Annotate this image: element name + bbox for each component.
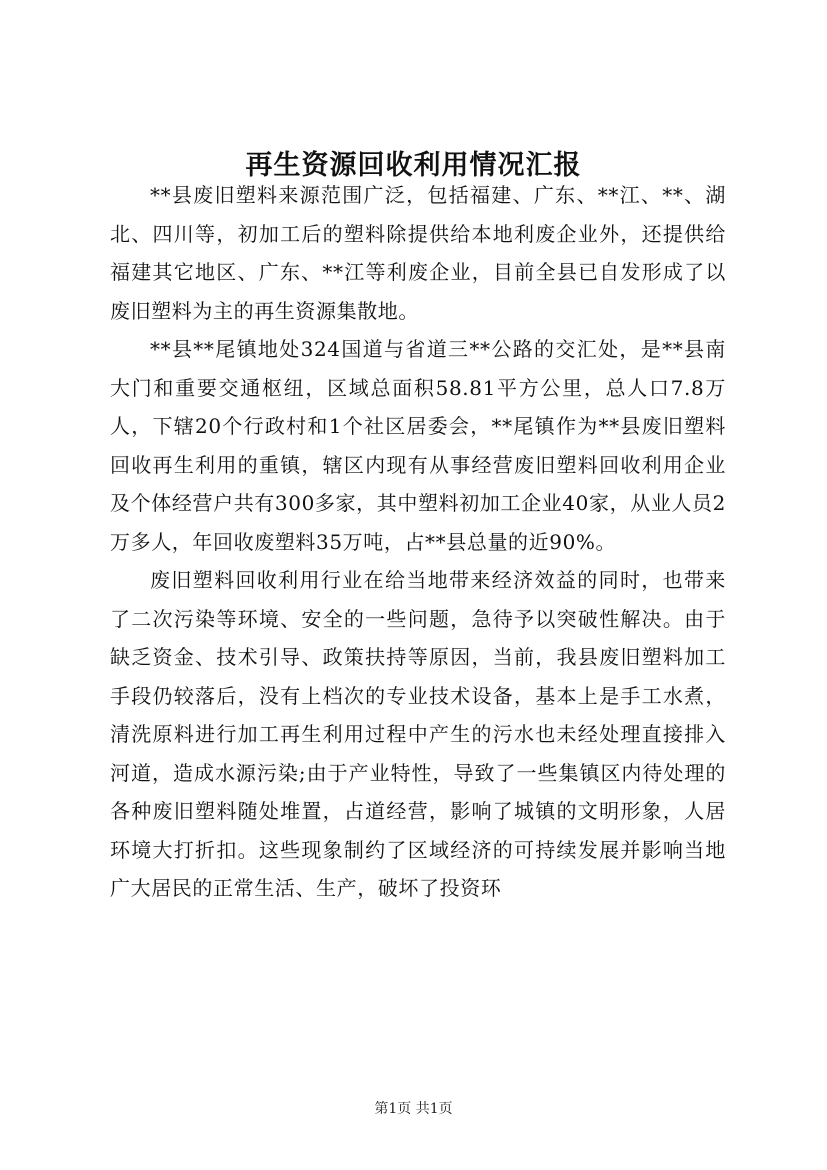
page-footer: 第1页 共1页 [374,1101,453,1117]
document-title: 再生资源回收利用情况汇报 [245,150,582,181]
paragraph-3: 废旧塑料回收利用行业在给当地带来经济效益的同时，也带来了二次污染等环境、安全的一些问题，急待予以突破性解决。由于缺乏资金、技术引导、政策扶持等原因，当前，我县废旧塑料加工手段仍较落后，没有上档次的专业技术设备，基本上是手工水煮，清洗原料进行加工再生利用过程中产生的污水也未经处理直接排入河道，造成水源污染;由于产业特性，导致了一些集镇区内待处理的各种废旧塑料随处堆置，占道经营，影响了城镇的文明形象，人居环境大打折扣。这些现象制约了区域经济的可持续发展并影响当地广大居民的正常生活、生产，破坏了投资环 [110,568,726,900]
paragraph-2: **县**尾镇地处324国道与省道三**公路的交汇处，是**县南大门和重要交通枢纽，区域总面积58.81平方公里，总人口7.8万人，下辖20个行政村和1个社区居委会，**尾镇作为**县废旧塑料回收再生利用的重镇，辖区内现有从事经营废旧塑料回收利用企业及个体经营户共有300多家，其中塑料初加工企业40家，从业人员2万多人，年回收废塑料35万吨，占**县总量的近90%。 [110,337,726,554]
document-body [110,176,726,908]
paragraph-1: **县废旧塑料来源范围广泛，包括福建、广东、**江、**、湖北、四川等，初加工后的塑料除提供给本地利废企业外，还提供给福建其它地区、广东、**江等利废企业，目前全县已自发形成了以废旧塑料为主的再生资源集散地。 [110,183,726,323]
